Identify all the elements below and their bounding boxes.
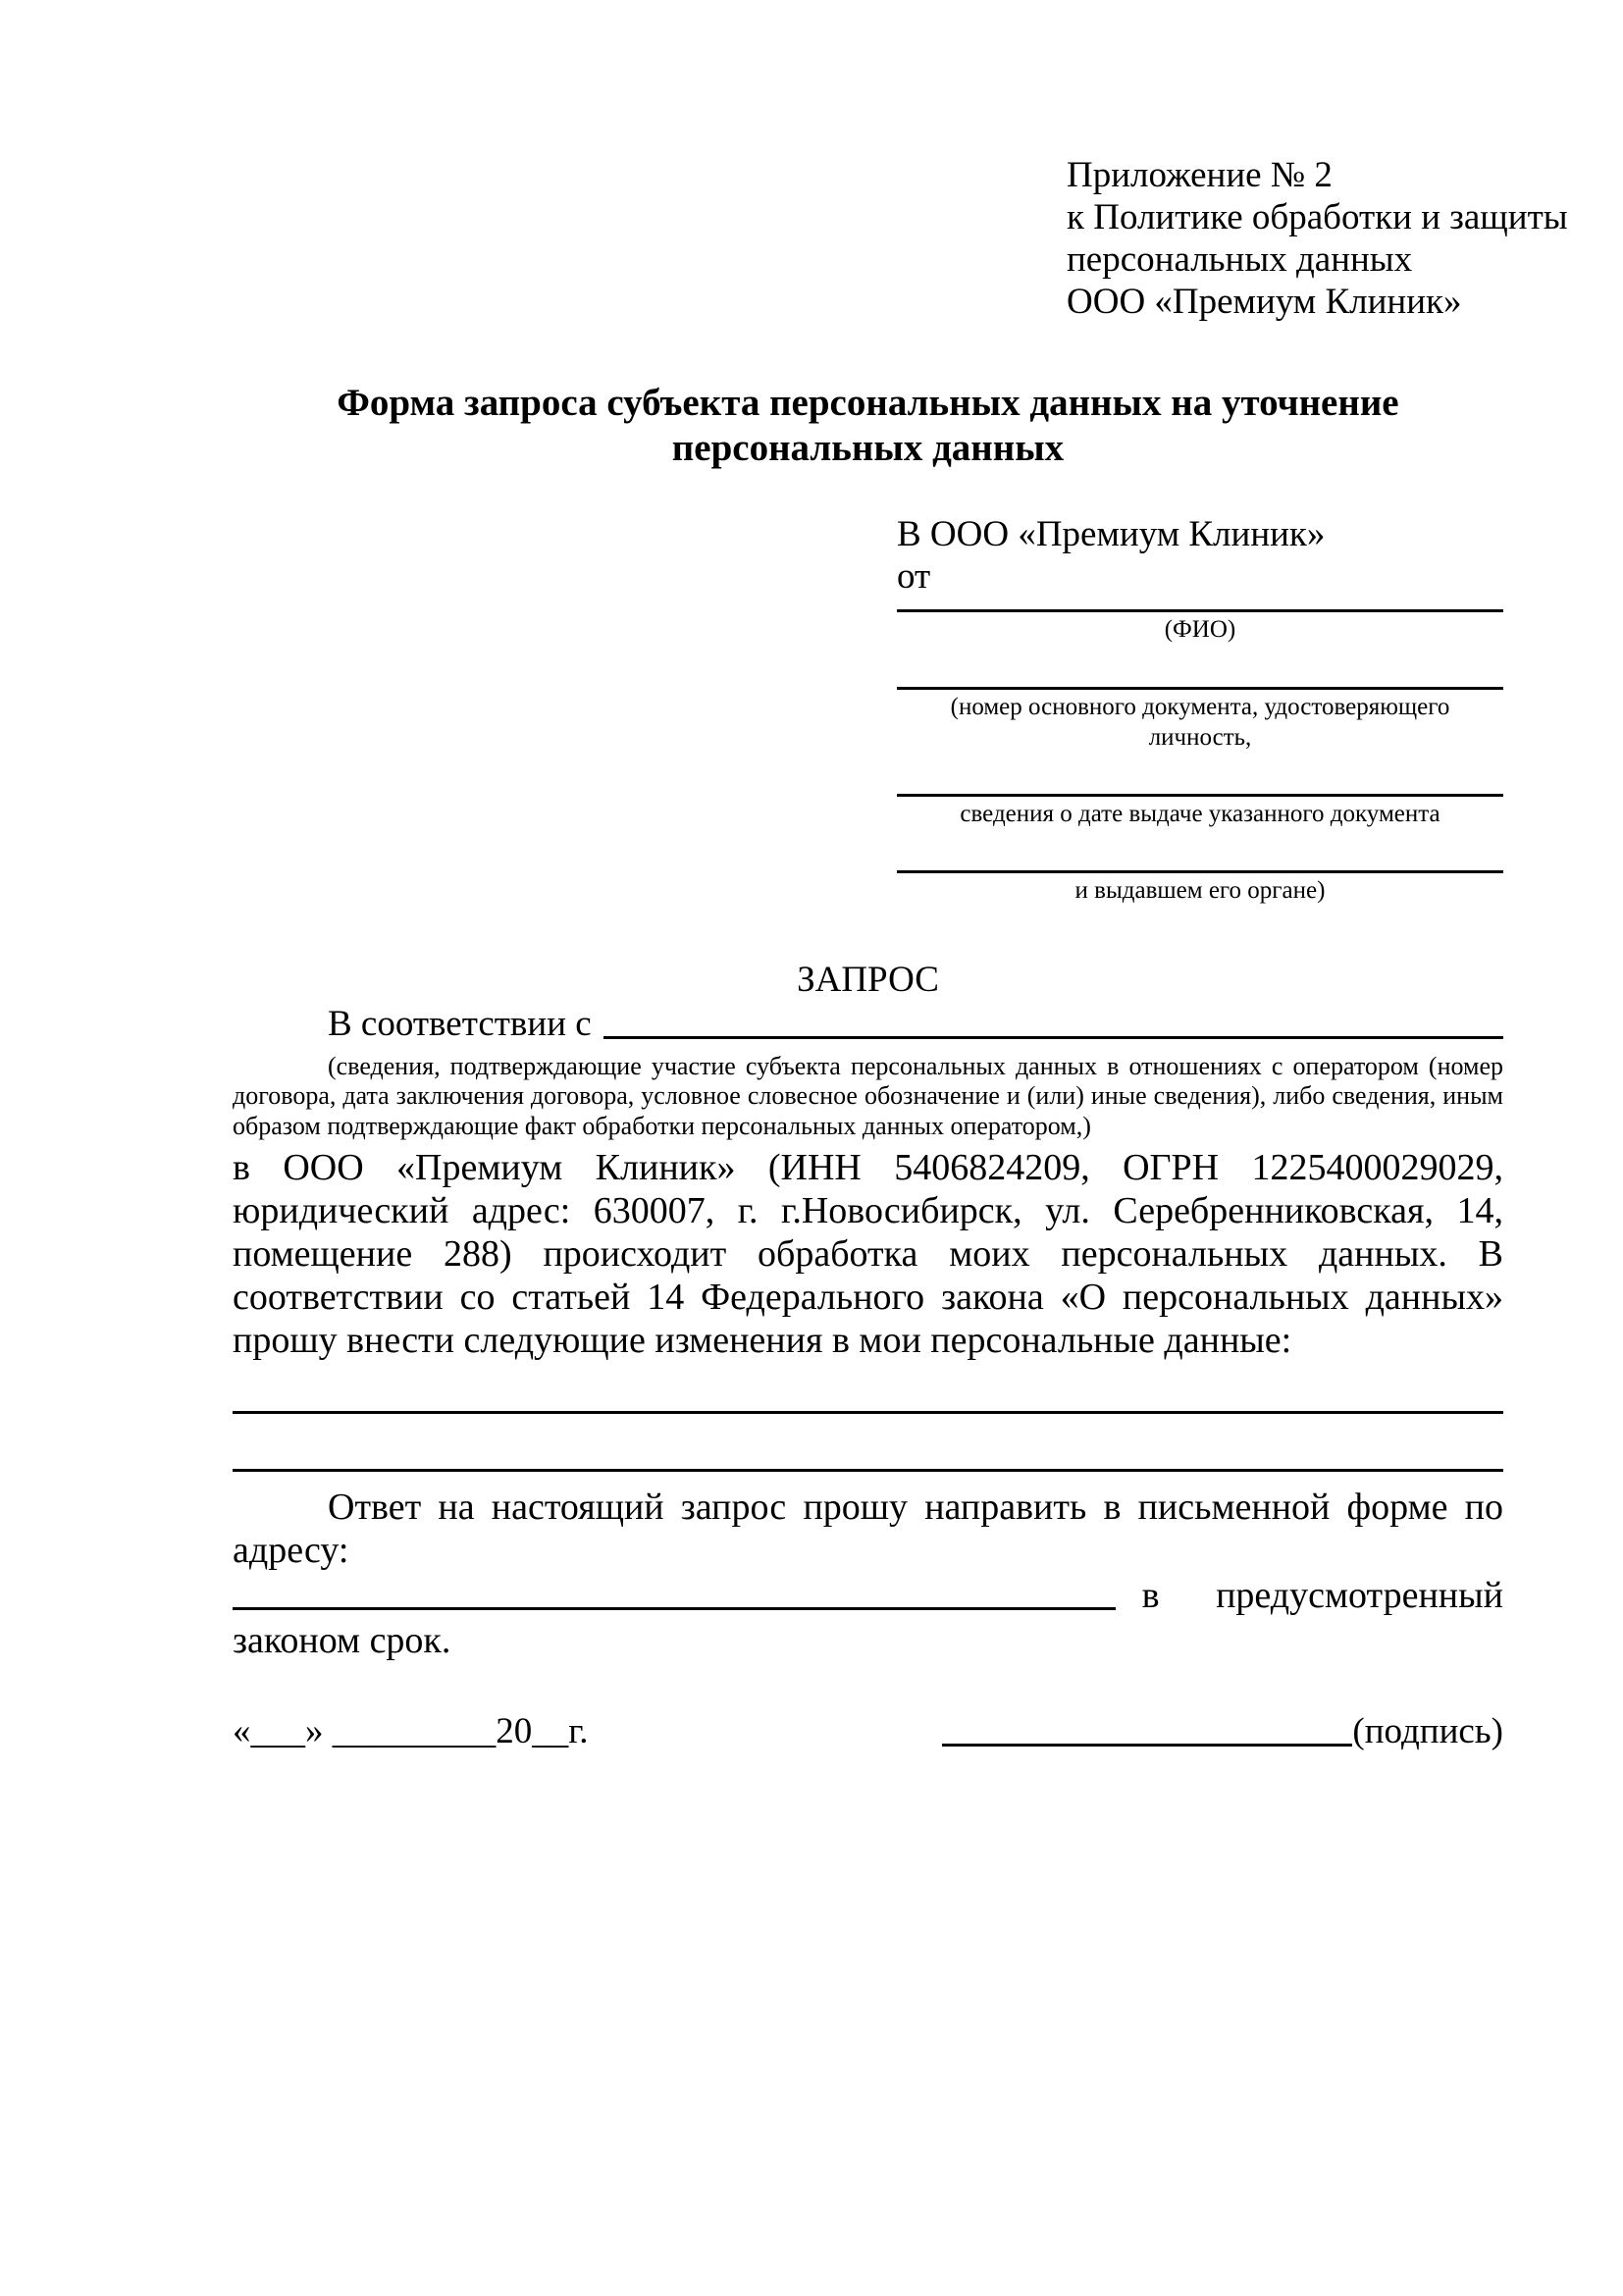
- document-number-field: [897, 675, 1503, 754]
- signature-group: [942, 1711, 1503, 1753]
- addressee-block: [897, 514, 1503, 907]
- annex-header: [1067, 155, 1568, 324]
- issuing-authority-writein-line: [897, 859, 1503, 873]
- annex-line: персональных данных: [1067, 238, 1413, 280]
- annex-line: к Политике обработки и защиты: [1067, 196, 1568, 237]
- issue-date-caption: сведения о дате выдаче указанного документа: [960, 801, 1440, 828]
- accordance-lead-row: [233, 1004, 1503, 1046]
- accordance-lead-text: В соответствии с: [328, 1003, 592, 1044]
- fio-caption: (ФИО): [1164, 616, 1236, 644]
- request-body-paragraph: в ООО «Премиум Клиник» (ИНН 5406824209, ОГРН 1225400029029, юридический адрес: 630007, г. г.Новосибирск, ул. Серебренниковская, 14, помещение 288) происходит обработка моих персональных данных. В соответствии со статьей 14 Федерального закона «О персональных данных» прошу внести следующие изменения в мои персональные данные:: [233, 1146, 1503, 1361]
- issue-date-field: [897, 782, 1503, 829]
- accordance-writein-line: [603, 1035, 1503, 1039]
- date-blank: «___» _________20__г.: [233, 1711, 589, 1752]
- issuing-authority-caption: и выдавшем его органе): [1074, 877, 1326, 905]
- reply-paragraph-line-2: [233, 1574, 1503, 1617]
- reply-paragraph-line-1: Ответ на настоящий запрос прошу направить в письменной форме по адресу:: [233, 1486, 1503, 1572]
- issuing-authority-field: [897, 859, 1503, 906]
- lead-footnote: (сведения, подтверждающие участие субъекта персональных данных в отношениях с оператором (номер договора, дата заключения договора, условное словесное обозначение и (или) иные сведения), либо сведения, иным образом подтверждающие факт обработки персональных данных оператором,): [233, 1051, 1503, 1140]
- issue-date-writein-line: [897, 782, 1503, 797]
- request-heading: ЗАПРОС: [797, 959, 939, 1000]
- changes-writein-line-1: [233, 1411, 1503, 1414]
- addressee-organization: В ООО «Премиум Клиник»: [897, 513, 1326, 554]
- address-writein-line: [233, 1606, 1116, 1610]
- addressee-from-label: от: [897, 555, 931, 597]
- signature-caption: (подпись): [1352, 1711, 1503, 1752]
- document-number-writein-line: [897, 675, 1503, 690]
- reply-paragraph-line-2-text: в предусмотренный: [1141, 1575, 1503, 1617]
- annex-line: Приложение № 2: [1067, 155, 1333, 195]
- document-number-caption: (номер основного документа, удостоверяющего личность,: [950, 693, 1450, 751]
- footer-row: [233, 1711, 1503, 1753]
- changes-writein-line-2: [233, 1469, 1503, 1472]
- signature-writein-line: [942, 1743, 1352, 1747]
- reply-paragraph-line-3: законом срок.: [233, 1620, 451, 1662]
- fio-writein-line: [897, 598, 1503, 612]
- page-title: Форма запроса субъекта персональных данных на уточнение персональных данных: [337, 381, 1399, 469]
- fio-field: [897, 598, 1503, 645]
- annex-line: ООО «Премиум Клиник»: [1067, 281, 1462, 322]
